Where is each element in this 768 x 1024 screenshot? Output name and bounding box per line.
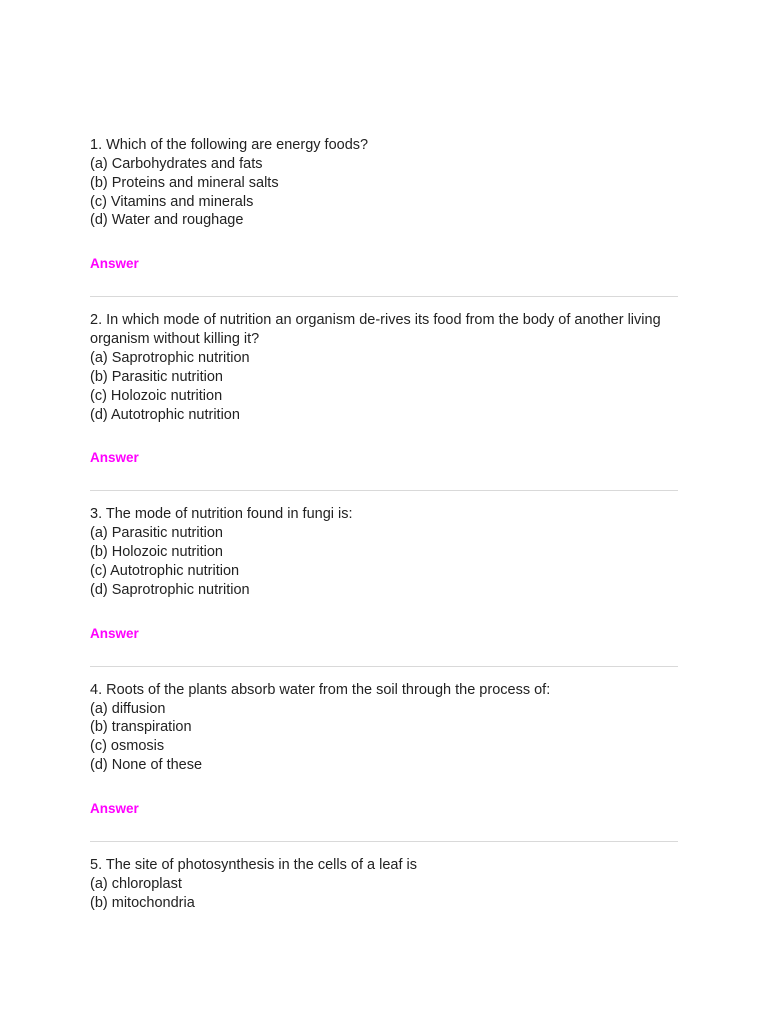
question-1-option-b: (b) Proteins and mineral salts bbox=[90, 174, 279, 191]
divider-4 bbox=[90, 841, 678, 842]
question-2-option-d: (d) Autotrophic nutrition bbox=[90, 406, 240, 423]
question-3-option-a: (a) Parasitic nutrition bbox=[90, 525, 223, 542]
question-1-option-d: (d) Water and roughage bbox=[90, 212, 244, 229]
question-4-option-b: (b) transpiration bbox=[90, 719, 192, 736]
divider-1 bbox=[90, 296, 678, 297]
question-1-option-c: (c) Vitamins and minerals bbox=[90, 193, 254, 210]
question-4-text: 4. Roots of the plants absorb water from the soil through the process of: bbox=[90, 681, 551, 698]
question-5-text: 5. The site of photosynthesis in the cells of a leaf is bbox=[90, 856, 417, 873]
question-3 bbox=[90, 505, 678, 642]
question-3-option-b: (b) Holozoic nutrition bbox=[90, 544, 223, 561]
question-4 bbox=[90, 681, 678, 818]
question-2-option-a: (a) Saprotrophic nutrition bbox=[90, 350, 250, 367]
question-2-text: 2. In which mode of nutrition an organism de-rives its food from the body of another living organism without killing it? bbox=[90, 312, 661, 348]
question-list bbox=[90, 136, 678, 912]
question-5 bbox=[90, 856, 678, 913]
divider-2 bbox=[90, 490, 678, 491]
question-1-answer-link[interactable]: Answer bbox=[90, 256, 139, 272]
question-4-answer-link[interactable]: Answer bbox=[90, 800, 139, 816]
question-1-option-a: (a) Carbohydrates and fats bbox=[90, 156, 263, 172]
question-4-option-d: (d) None of these bbox=[90, 756, 203, 773]
question-1 bbox=[90, 136, 678, 273]
question-3-answer-link[interactable]: Answer bbox=[90, 625, 139, 641]
question-2-option-b: (b) Parasitic nutrition bbox=[90, 368, 223, 385]
question-2 bbox=[90, 311, 678, 467]
question-5-option-a: (a) chloroplast bbox=[90, 875, 182, 892]
question-3-option-d: (d) Saprotrophic nutrition bbox=[90, 581, 250, 598]
question-2-option-c: (c) Holozoic nutrition bbox=[90, 387, 223, 404]
question-4-option-c: (c) osmosis bbox=[90, 738, 165, 755]
divider-3 bbox=[90, 666, 678, 667]
question-5-option-b: (b) mitochondria bbox=[90, 894, 195, 911]
question-3-option-c: (c) Autotrophic nutrition bbox=[90, 562, 240, 579]
question-3-text: 3. The mode of nutrition found in fungi is: bbox=[90, 506, 353, 523]
question-1-text: 1. Which of the following are energy foods? bbox=[90, 137, 369, 153]
question-4-option-a: (a) diffusion bbox=[90, 700, 166, 717]
question-2-answer-link[interactable]: Answer bbox=[90, 450, 139, 466]
